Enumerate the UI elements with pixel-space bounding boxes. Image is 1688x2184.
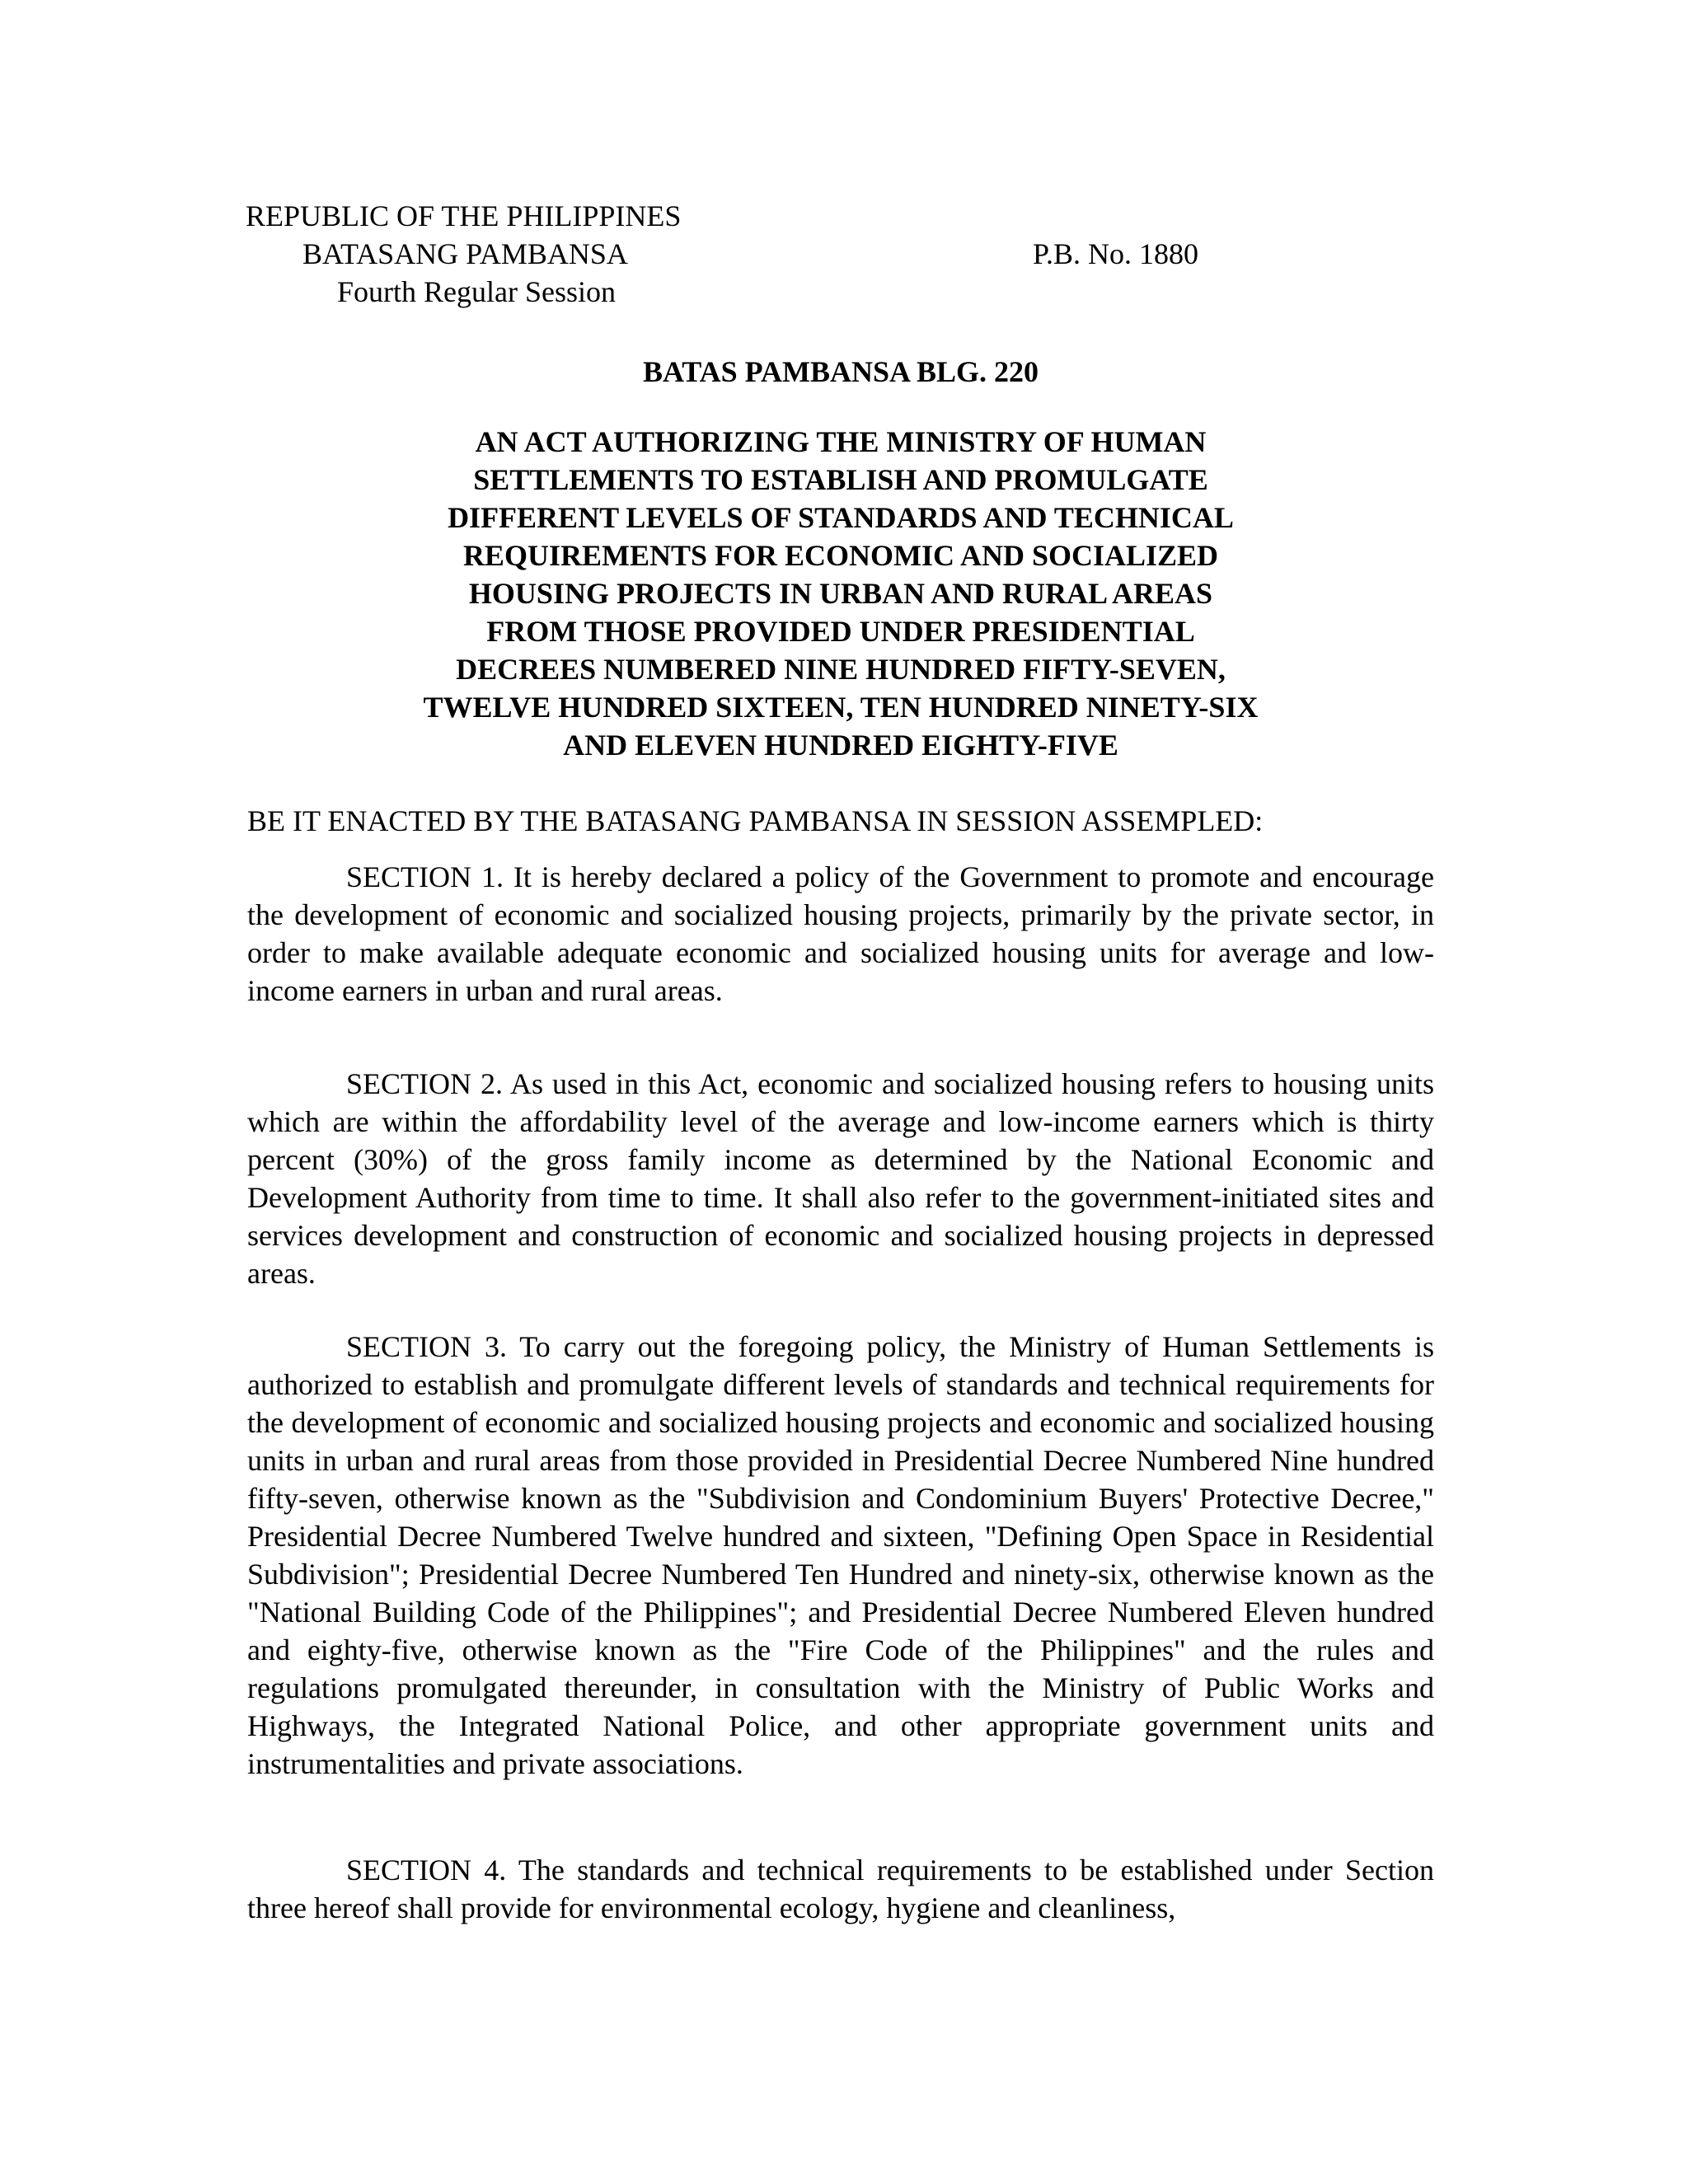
act-title-line: TWELVE HUNDRED SIXTEEN, TEN HUNDRED NINETY-SIX xyxy=(423,691,1259,724)
act-title-line: AN ACT AUTHORIZING THE MINISTRY OF HUMAN xyxy=(475,425,1207,458)
act-title-line: REQUIREMENTS FOR ECONOMIC AND SOCIALIZED xyxy=(462,539,1219,572)
session-heading: Fourth Regular Session xyxy=(337,275,616,308)
law-number: BATAS PAMBANSA BLG. 220 xyxy=(642,355,1039,388)
batasang-heading: BATASANG PAMBANSA xyxy=(302,237,628,270)
act-title-line: AND ELEVEN HUNDRED EIGHTY-FIVE xyxy=(563,729,1118,762)
enacting-clause: BE IT ENACTED BY THE BATASANG PAMBANSA IN SESSION ASSEMPLED: xyxy=(247,804,1264,837)
section-4: SECTION 4. The standards and technical requirements to be established under Section three hereof shall provide for environmental ecology, hygiene and cleanliness, xyxy=(247,1854,1434,1924)
act-title xyxy=(247,423,1434,764)
act-title-line: HOUSING PROJECTS IN URBAN AND RURAL AREAS xyxy=(468,577,1213,610)
act-title-line: DECREES NUMBERED NINE HUNDRED FIFTY-SEVEN, xyxy=(456,653,1226,686)
act-title-line: FROM THOSE PROVIDED UNDER PRESIDENTIAL xyxy=(486,615,1195,648)
section-2: SECTION 2. As used in this Act, economic and socialized housing refers to housing units which are within the affordability level of the average and low-income earners which is thirty percent (30%) of the gross family income as determined by the National Economic and Development Authority from time to time. It shall also refer to the government-initiated sites and services development and construction of economic and socialized housing projects in depressed areas. xyxy=(247,1067,1434,1290)
bill-number: P.B. No. 1880 xyxy=(1033,237,1199,270)
act-title-line: DIFFERENT LEVELS OF STANDARDS AND TECHNICAL xyxy=(448,501,1234,534)
republic-heading: REPUBLIC OF THE PHILIPPINES xyxy=(246,199,682,232)
section-3: SECTION 3. To carry out the foregoing policy, the Ministry of Human Settlements is authorized to establish and promulgate different levels of standards and technical requirements for the development of economic and socialized housing projects and economic and socialized housing units in urban and rural areas from those provided in Presidential Decree Numbered Nine hundred fifty-seven, otherwise known as the "Subdivision and Condominium Buyers' Protective Decree," Presidential Decree Numbered Twelve hundred and sixteen, "Defining Open Space in Residential Subdivision"; Presidential Decree Numbered Ten Hundred and ninety-six, otherwise known as the "National Building Code of the Philippines"; and Presidential Decree Numbered Eleven hundred and eighty-five, otherwise known as the "Fire Code of the Philippines" and the rules and regulations promulgated thereunder, in consultation with the Ministry of Public Works and Highways, the Integrated National Police, and other appropriate government units and instrumentalities and private associations. xyxy=(247,1330,1434,1780)
act-title-line: SETTLEMENTS TO ESTABLISH AND PROMULGATE xyxy=(473,463,1208,496)
section-1: SECTION 1. It is hereby declared a policy of the Government to promote and encourage the development of economic and socialized housing projects, primarily by the private sector, in order to make available adequate economic and socialized housing units for average and low-income earners in urban and rural areas. xyxy=(247,860,1434,1007)
